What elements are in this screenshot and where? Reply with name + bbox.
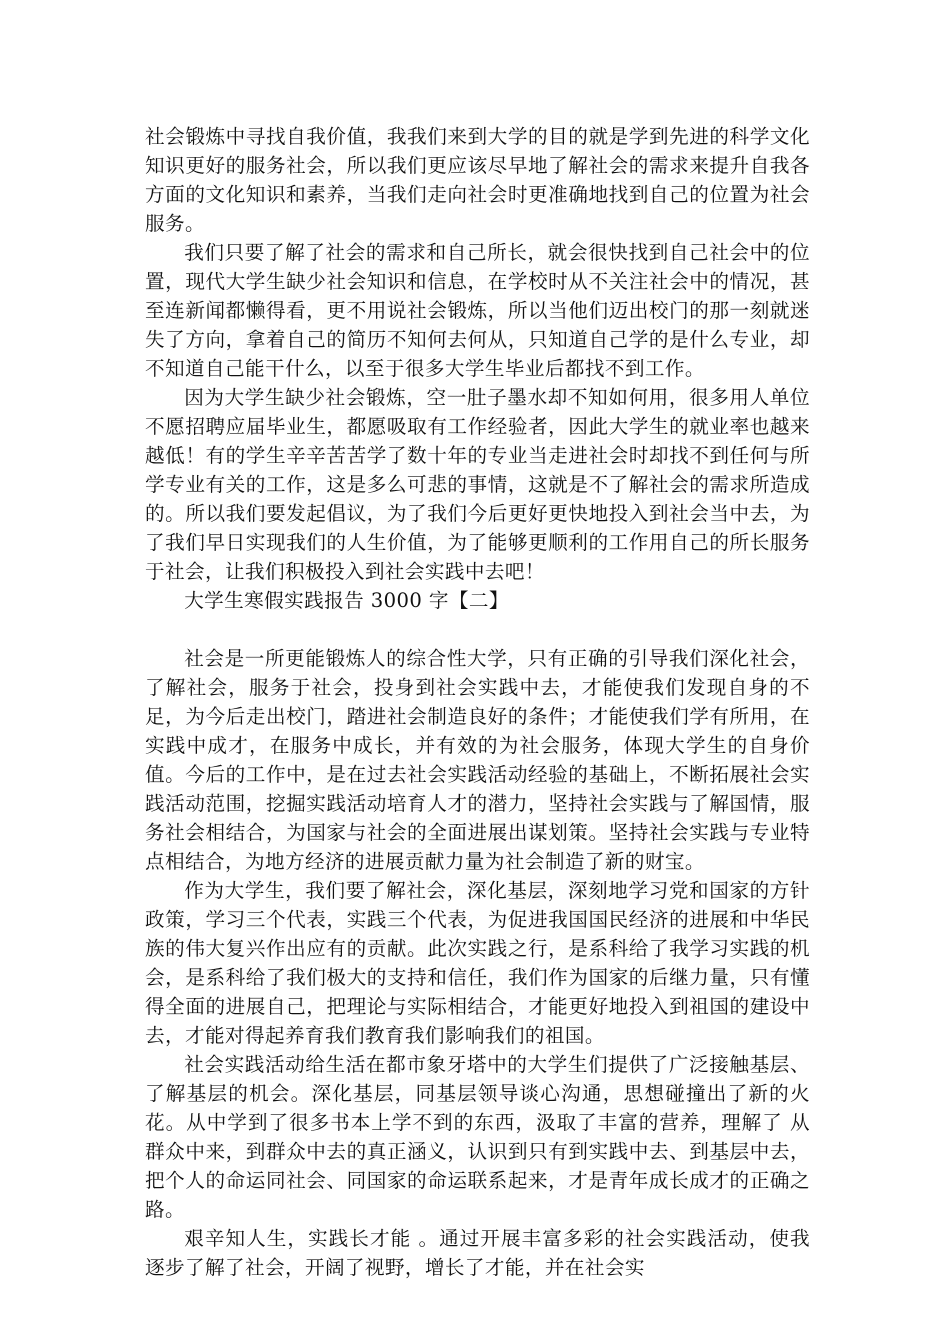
paragraph: 社会锻炼中寻找自我价值，我我们来到大学的目的就是学到先进的科学文化知识更好的服务社会，所以我们更应该尽早地了解社会的需求来提升自我各方面的文化知识和素养，当我们走向社会时更准确地找到自己的位置为社会服务。: [145, 125, 810, 235]
paragraph: 因为大学生缺少社会锻炼，空一肚子墨水却不知如何用，很多用人单位不愿招聘应届毕业生，都愿吸取有工作经验者，因此大学生的就业率也越来越低！有的学生辛辛苦苦学了数十年的专业当走进社会时却找不到任何与所学专业有关的工作，这是多么可悲的事情，这就是不了解社会的需求所造成的。所以我们要发起倡议，为了我们今后更好更快地投入到社会当中去，为了我们早日实现我们的人生价值，为了能够更顺利的工作用自己的所长服务于社会，让我们积极投入到社会实践中去吧！: [145, 386, 810, 583]
blank-line: [145, 615, 810, 644]
paragraph: 社会是一所更能锻炼人的综合性大学，只有正确的引导我们深化社会，了解社会，服务于社会，投身到社会实践中去，才能使我们发现自身的不足，为今后走出校门，踏进社会制造良好的条件；才能使我们学有所用，在实践中成才，在服务中成长，并有效的为社会服务，体现大学生的自身价值。今后的工作中，是在过去社会实践活动经验的基础上，不断拓展社会实践活动范围，挖掘实践活动培育人才的潜力，坚持社会实践与了解国情，服务社会相结合，为国家与社会的全面进展出谋划策。坚持社会实践与专业特点相结合，为地方经济的进展贡献力量为社会制造了新的财宝。: [145, 647, 810, 873]
paragraph: 我们只要了解了社会的需求和自己所长，就会很快找到自己社会中的位置，现代大学生缺少社会知识和信息，在学校时从不关注社会中的情况，甚至连新闻都懒得看，更不用说社会锻炼，所以当他们迈出校门的那一刻就迷失了方向，拿着自己的简历不知何去何从，只知道自己学的是什么专业，却不知道自己能干什么，以至于很多大学生毕业后都找不到工作。: [145, 241, 810, 380]
document-body: [145, 122, 810, 1282]
paragraph: 社会实践活动给生活在都市象牙塔中的大学生们提供了广泛接触基层、了解基层的机会。深化基层，同基层领导谈心沟通，思想碰撞出了新的火花。从中学到了很多书本上学不到的东西，汲取了丰富的营养，理解了 从群众中来，到群众中去的真正涵义，认识到只有到实践中去、到基层中去，把个人的命运同社会、同国家的命运联系起来，才是青年成长成才的正确之路。: [145, 1053, 810, 1221]
section-heading: 大学生寒假实践报告 3000 字【二】: [184, 589, 509, 612]
paragraph: 艰辛知人生，实践长才能 。通过开展丰富多彩的社会实践活动，使我逐步了解了社会，开阔了视野，增长了才能，并在社会实: [145, 1227, 810, 1279]
paragraph: 作为大学生，我们要了解社会，深化基层，深刻地学习党和国家的方针政策，学习三个代表，实践三个代表，为促进我国国民经济的进展和中华民族的伟大复兴作出应有的贡献。此次实践之行，是系科给了我学习实践的机会，是系科给了我们极大的支持和信任，我们作为国家的后继力量，只有懂得全面的进展自己，把理论与实际相结合，才能更好地投入到祖国的建设中去，才能对得起养育我们教育我们影响我们的祖国。: [145, 879, 810, 1047]
